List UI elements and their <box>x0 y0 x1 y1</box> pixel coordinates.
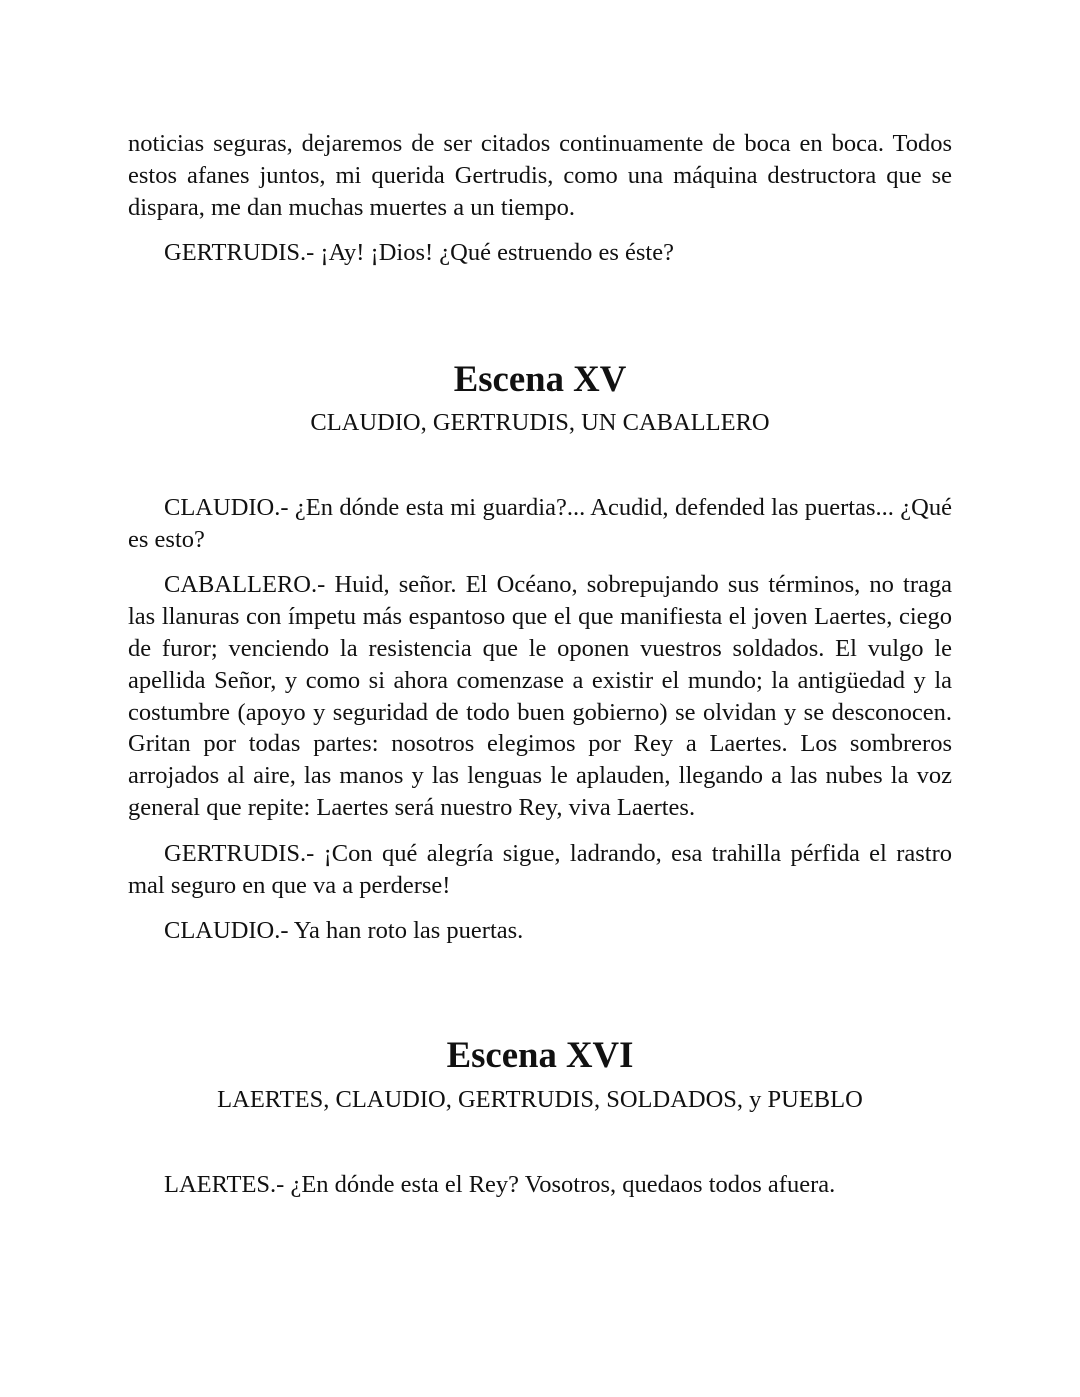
dialogue-caballero: CABALLERO.- Huid, señor. El Océano, sobrepujando sus términos, no traga las llanuras con ímpetu más espantoso que el que manifiesta el joven Laertes, ciego de furor; venciendo la resistencia que le oponen vuestros soldados. El vulgo le apellida Señor, y como si ahora comenzase a existir el mundo; la antigüedad y la costumbre (apoyo y seguridad de todo buen gobierno) se olvidan y se desconocen. Gritan por todas partes: nosotros elegimos por Rey a Laertes. Los sombreros arrojados al aire, las manos y las lenguas le aplauden, llegando a las nubes la voz general que repite: Laertes será nuestro Rey, viva Laertes. <box>128 571 952 821</box>
dialogue-gertrudis: GERTRUDIS.- ¡Con qué alegría sigue, ladrando, esa trahilla pérfida el rastro mal seguro en que va a perderse! <box>128 839 952 899</box>
document-page <box>128 128 952 1215</box>
scene-xv-title: Escena XV <box>453 358 627 400</box>
scene-xvi-title: Escena XVI <box>446 1034 634 1076</box>
paragraph-continuation: noticias seguras, dejaremos de ser citados continuamente de boca en boca. Todos estos afanes juntos, mi querida Gertrudis, como una máquina destructora que se dispara, me dan muchas muertes a un tiempo. <box>128 130 952 221</box>
dialogue-gertrudis: GERTRUDIS.- ¡Ay! ¡Dios! ¿Qué estruendo es éste? <box>164 239 674 267</box>
dialogue-claudio: CLAUDIO.- ¿En dónde esta mi guardia?... Acudid, defended las puertas... ¿Qué es esto? <box>128 493 952 553</box>
dialogue-claudio: CLAUDIO.- Ya han roto las puertas. <box>164 917 524 945</box>
scene-xvi-cast: LAERTES, CLAUDIO, GERTRUDIS, SOLDADOS, y PUEBLO <box>217 1085 863 1113</box>
scene-xv-cast: CLAUDIO, GERTRUDIS, UN CABALLERO <box>310 408 770 436</box>
dialogue-laertes: LAERTES.- ¿En dónde esta el Rey? Vosotros, quedaos todos afuera. <box>164 1170 836 1198</box>
